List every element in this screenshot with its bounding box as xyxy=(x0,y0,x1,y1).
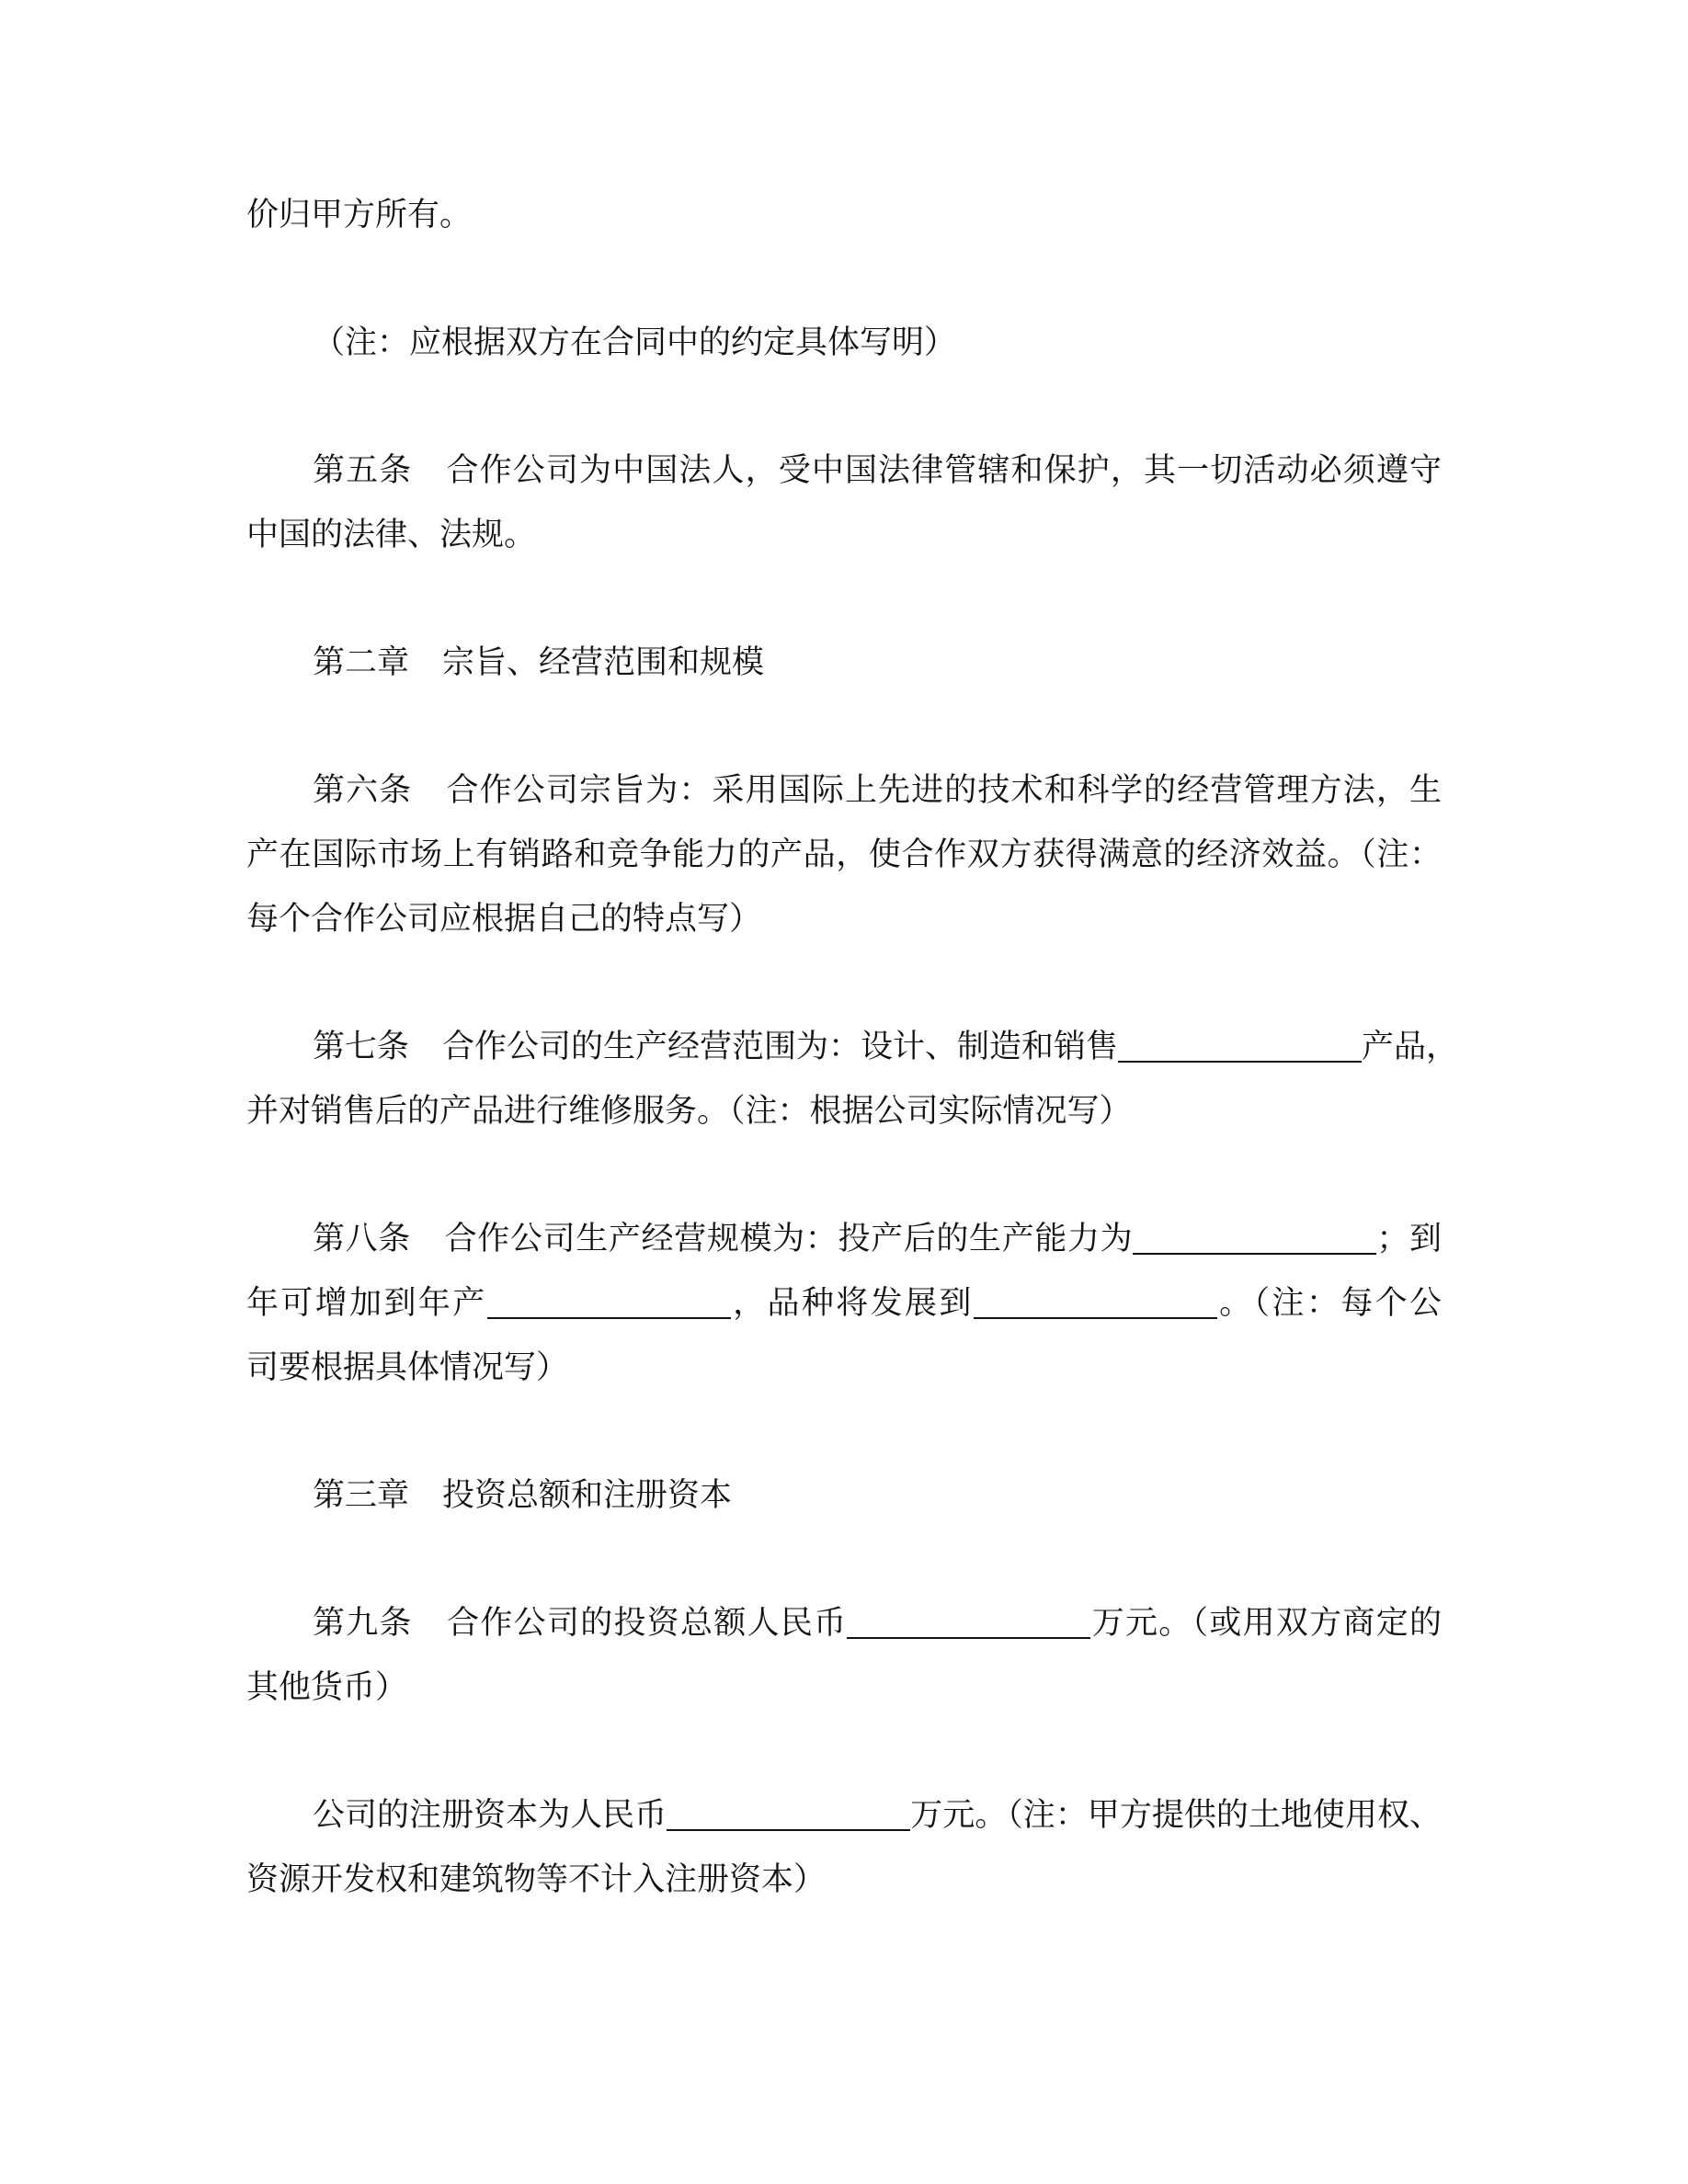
chapter-2-heading xyxy=(313,641,1442,685)
registered-capital-text-b: 万元。（注：甲方提供的土地使用权、 xyxy=(910,1797,1442,1834)
article-8-text-a: 合作公司生产经营规模为：投产后的生产能力为 xyxy=(443,1221,1134,1257)
article-7-line-2: 并对销售后的产品进行维修服务。（注：根据公司实际情况写） xyxy=(246,1093,1132,1130)
fill-blank-annual-output[interactable] xyxy=(487,1286,731,1319)
article-9-text-b: 万元。（或用双方商定的 xyxy=(1090,1605,1442,1642)
article-5-text: 合作公司为中国法人，受中国法律管辖和保护，其一切活动必须遵守 xyxy=(445,452,1442,489)
article-8-line-2 xyxy=(246,1281,1442,1325)
article-9-text-a: 合作公司的投资总额人民币 xyxy=(445,1605,848,1642)
article-7-text-b: 产品， xyxy=(1362,1029,1459,1065)
text-line: 价归甲方所有。 xyxy=(246,197,473,233)
article-5-line-2: 中国的法律、法规。 xyxy=(246,517,537,553)
article-9-line-2: 其他货币） xyxy=(246,1669,408,1706)
article-5-line-1 xyxy=(313,449,1442,493)
article-8-title: 第八条 xyxy=(313,1221,411,1257)
article-9-title: 第九条 xyxy=(313,1605,413,1642)
article-7-line-1 xyxy=(313,1025,1459,1069)
fill-blank-registered-capital[interactable] xyxy=(667,1798,910,1831)
article-6-line-2: 产在国际市场上有销路和竞争能力的产品，使合作双方获得满意的经济效益。（注： xyxy=(246,836,1442,873)
chapter-3-title: 第三章 xyxy=(313,1477,410,1514)
article-8-text-b: ；到 xyxy=(1376,1221,1442,1257)
fill-blank-capacity[interactable] xyxy=(1133,1222,1376,1255)
article-6-line-3: 每个合作公司应根据自己的特点写） xyxy=(246,901,762,938)
article-8-text-d: ，品种将发展到 xyxy=(730,1285,974,1322)
article-8-text-e: 。（注：每个公 xyxy=(1216,1285,1442,1322)
chapter-3-text: 投资总额和注册资本 xyxy=(442,1477,733,1514)
article-6-text: 合作公司宗旨为：采用国际上先进的技术和科学的经营管理方法，生 xyxy=(445,772,1442,809)
registered-capital-text-a: 公司的注册资本为人民币 xyxy=(313,1797,667,1834)
article-8-line-1 xyxy=(313,1217,1442,1261)
article-8-line-3: 司要根据具体情况写） xyxy=(246,1349,569,1386)
fill-blank-total-investment[interactable] xyxy=(847,1606,1090,1639)
chapter-2-title: 第二章 xyxy=(313,644,410,681)
registered-capital-line-2: 资源开发权和建筑物等不计入注册资本） xyxy=(246,1861,827,1898)
note-line: （注：应根据双方在合同中的约定具体写明） xyxy=(313,324,957,361)
article-8-text-c: 年可增加到年产 xyxy=(246,1285,487,1322)
article-6-line-1 xyxy=(313,768,1442,813)
article-6-title: 第六条 xyxy=(313,772,413,809)
article-5-title: 第五条 xyxy=(313,452,413,489)
chapter-3-heading xyxy=(313,1473,1442,1518)
registered-capital-line-1 xyxy=(313,1793,1442,1837)
article-9-line-1 xyxy=(313,1601,1442,1645)
chapter-2-text: 宗旨、经营范围和规模 xyxy=(442,644,765,681)
article-7-text-a: 合作公司的生产经营范围为：设计、制造和销售 xyxy=(442,1029,1119,1065)
fill-blank-varieties[interactable] xyxy=(974,1286,1217,1319)
fill-blank-product[interactable] xyxy=(1118,1029,1362,1063)
article-7-title: 第七条 xyxy=(313,1029,410,1065)
